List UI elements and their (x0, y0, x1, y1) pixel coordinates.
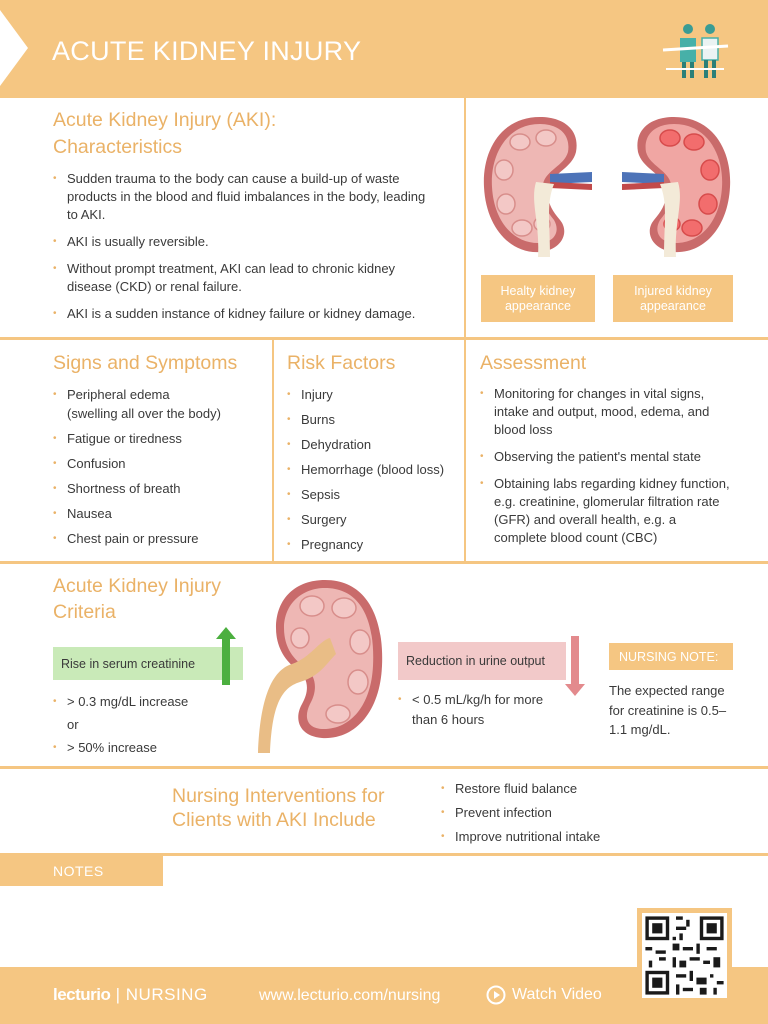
medical-staff-icon (658, 20, 732, 82)
list-item: • Observing the patient's mental state (480, 448, 730, 466)
list-item: • > 0.3 mg/dL increase (53, 690, 233, 713)
list-item: • Shortness of breath (53, 479, 268, 498)
assessment-list (480, 385, 730, 547)
list-item: • Nausea (53, 504, 268, 523)
list-item: • Injury (287, 385, 462, 404)
arrow-up-icon (216, 627, 236, 687)
interventions-title-line: Nursing Interventions for (172, 785, 385, 807)
caption-line: appearance (639, 298, 706, 313)
signs-list (53, 385, 268, 548)
list-item: • Monitoring for changes in vital signs, intake and output, mood, edema, and blood loss (480, 385, 730, 439)
divider (464, 340, 466, 562)
list-item: • Surgery (287, 510, 462, 529)
creatinine-list (53, 690, 233, 759)
header-chevron (0, 10, 28, 86)
list-item: • Fatigue or tiredness (53, 429, 268, 448)
list-item: • Chest pain or pressure (53, 529, 268, 548)
urine-list (398, 690, 566, 730)
play-icon (486, 985, 506, 1005)
risk-list (287, 385, 462, 554)
website-link[interactable]: www.lecturio.com/nursing (259, 987, 441, 1004)
brand-separator: | (115, 985, 126, 1004)
list-item-continuation: (swelling all over the body) (67, 406, 221, 421)
nursing-note-text: The expected range for creatinine is 0.5–1.1 mg/dL. (609, 683, 727, 737)
characteristics-title-line: Acute Kidney Injury (AKI): (53, 109, 277, 131)
list-item: • Burns (287, 410, 462, 429)
signs-title: Signs and Symptoms (53, 352, 238, 374)
criteria-title (53, 573, 221, 625)
list-item: • Hemorrhage (blood loss) (287, 460, 462, 479)
creatinine-label: Rise in serum creatinine (61, 656, 196, 671)
creatinine-chip (53, 647, 243, 680)
caption-line: appearance (504, 298, 571, 313)
list-item: • < 0.5 mL/kg/h for more than 6 hours (398, 690, 566, 730)
interventions-list (441, 777, 681, 849)
lecturio-logo: lecturio (53, 985, 111, 1004)
risk-title: Risk Factors (287, 352, 396, 374)
list-item: • Sepsis (287, 485, 462, 504)
list-item: • AKI is usually reversible. (53, 233, 433, 251)
assessment-title: Assessment (480, 352, 587, 374)
divider (0, 766, 768, 769)
header-banner (0, 0, 768, 98)
injured-kidney-caption (613, 275, 733, 322)
interventions-title (172, 784, 384, 832)
characteristics-title-line: Characteristics (53, 136, 182, 158)
healthy-kidney-caption (481, 275, 595, 322)
list-item: • Obtaining labs regarding kidney function, e.g. creatinine, glomerular filtration rate (GFR) and overall health, e.g. a complete blood count (CBC) (480, 475, 730, 547)
qr-code[interactable] (637, 908, 732, 1003)
arrow-down-icon (565, 636, 585, 698)
watch-video-label: Watch Video (512, 986, 602, 1003)
notes-tab: NOTES (0, 855, 163, 886)
healthy-kidney-illustration (480, 112, 600, 257)
list-item: • Restore fluid balance (441, 777, 681, 801)
nursing-note-label: NURSING NOTE: (609, 643, 733, 670)
list-item: • AKI is a sudden instance of kidney failure or kidney damage. (53, 305, 433, 323)
list-item: • Sudden trauma to the body can cause a build-up of waste products in the blood and fluid imbalances in the body, leading to AKI. (53, 170, 433, 224)
list-item: • Dehydration (287, 435, 462, 454)
list-item: • Without prompt treatment, AKI can lead to chronic kidney disease (CKD) or renal failure. (53, 260, 433, 296)
page-title: ACUTE KIDNEY INJURY (52, 36, 362, 66)
divider (0, 337, 768, 340)
list-item: • > 50% increase (53, 736, 233, 759)
interventions-title-line: Clients with AKI Include (172, 809, 376, 831)
caption-line: Injured kidney (634, 283, 712, 298)
list-item-or: or (67, 717, 79, 732)
list-item: • Peripheral edema (53, 385, 268, 404)
kidney-cross-section-illustration (250, 578, 385, 753)
list-item: • Improve nutritional intake (441, 825, 681, 849)
criteria-title-line: Acute Kidney Injury (53, 575, 222, 597)
criteria-title-line: Criteria (53, 601, 116, 623)
divider (0, 561, 768, 564)
list-item: • Prevent infection (441, 801, 681, 825)
injured-kidney-illustration (614, 112, 734, 257)
brand (53, 985, 208, 1005)
characteristics-list (53, 170, 433, 323)
urine-label: Reduction in urine output (406, 654, 545, 668)
brand-section: NURSING (125, 985, 208, 1004)
qr-code-pattern (642, 913, 727, 998)
divider (272, 340, 274, 562)
caption-line: Healty kidney (500, 283, 576, 298)
characteristics-title (53, 107, 276, 161)
urine-output-chip (398, 642, 566, 680)
divider (464, 98, 466, 338)
watch-video-link[interactable] (486, 985, 602, 1005)
list-item: • Pregnancy (287, 535, 462, 554)
list-item: • Confusion (53, 454, 268, 473)
